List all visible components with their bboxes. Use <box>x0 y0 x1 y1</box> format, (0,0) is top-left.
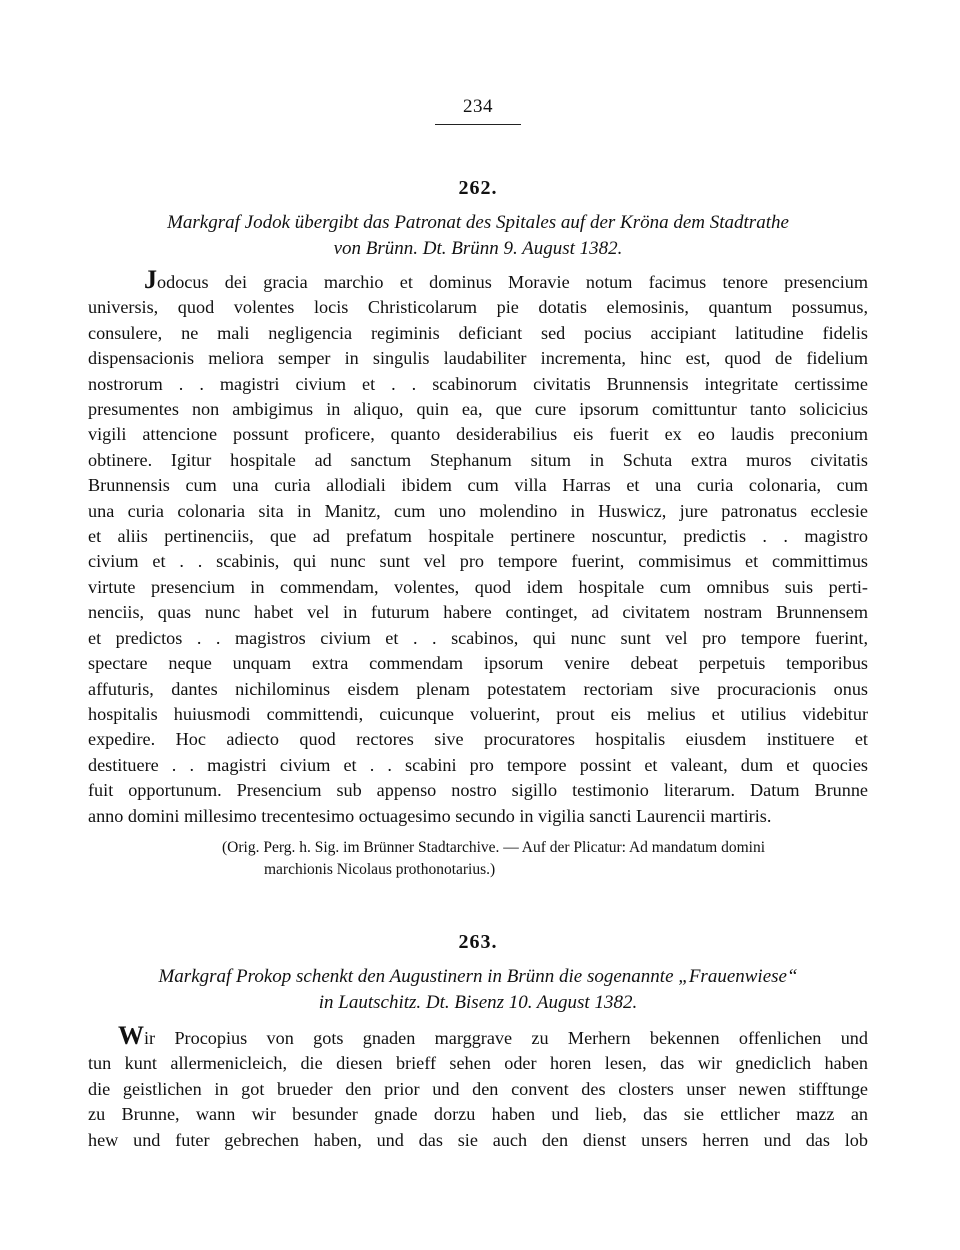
regest-line: von Brünn. Dt. Brünn 9. August 1382. <box>333 238 623 259</box>
body-line: presumentes non ambigimus in aliquo, quin ea, que cure ipsorum comittuntur tanto solicicius <box>88 399 868 420</box>
body-line: spectare neque unquam extra commendam ipsorum venire debeat perpetuis temporibus <box>88 653 868 674</box>
body-line: anno domini millesimo trecentesimo octuagesimo secundo in vigilia sancti Laurencii martiris. <box>88 805 772 826</box>
body-line: fuit opportunum. Presencium sub appenso nostro sigillo testimonio literarum. Datum Brunne <box>88 780 868 801</box>
body-line: nenciis, quas nunc habet vel in futurum habere continget, ad civitatem nostram Brunnensem <box>88 602 868 623</box>
document-body <box>88 1020 868 1153</box>
body-line: expedire. Hoc adiecto quod rectores sive procuratores hospitalis eiusdem instituere et <box>88 729 868 750</box>
initial-letter: J <box>144 265 157 294</box>
body-line: tun kunt allermenicleich, die diesen brieff sehen oder horen lesen, das wir gnediclich haben <box>88 1053 868 1074</box>
note-line: marchionis Nicolaus prothonotarius.) <box>264 860 496 878</box>
body-line: affuturis, dantes nichilominus eisdem plenam potestatem rectoriam sive procuracionis onus <box>88 678 868 699</box>
source-note <box>88 837 868 881</box>
body-line: vigili attencione possunt proficere, quanto desiderabilius eis fuerit ex eo laudis preconium <box>88 424 868 445</box>
body-line: nostrorum . . magistri civium et . . scabinorum civitatis Brunnensis integritate certissime <box>88 373 868 394</box>
document-262 <box>88 177 868 881</box>
document-number: 263. <box>458 930 498 953</box>
note-line: (Orig. Perg. h. Sig. im Brünner Stadtarchive. — Auf der Plicatur: Ad mandatum domini <box>222 838 765 856</box>
body-line: et aliis pertinenciis, que ad prefatum hospitale pertinere noscuntur, predictis . . magistro <box>88 526 868 547</box>
body-line <box>88 265 868 295</box>
body-line: virtute presencium in commendam, volentes, quod idem hospitale cum omnibus suis perti- <box>88 576 868 597</box>
body-line: Brunnensis cum una curia allodiali ibidem cum villa Harras et una curia colonaria, cum <box>88 475 868 496</box>
body-line: die geistlichen in got brueder den prior und den convent des closters unser newen stifftunge <box>88 1078 868 1099</box>
regest-line: Markgraf Prokop schenkt den Augustinern in Brünn die sogenannte „Frauenwiese“ <box>158 965 798 987</box>
document-body <box>88 265 868 829</box>
document-263 <box>88 931 868 1153</box>
header-rule <box>435 124 521 125</box>
body-line-text: ir Procopius von gots gnaden marggrave zu Merhern bekennen offenlichen und <box>144 1027 868 1048</box>
body-line: una curia colonaria sita in Manitz, cum uno molendino in Huswicz, jure patronatus ecclesie <box>88 500 868 521</box>
document-number: 262. <box>458 177 498 199</box>
body-line <box>88 1020 868 1051</box>
body-line: destituere . . magistri civium et . . scabini pro tempore possint et valeant, dum et quocies <box>88 754 868 775</box>
body-line: dispensacionis meliora semper in singulis laudabiliter incrementa, hinc est, quod de fidelium <box>88 348 868 369</box>
document-regest <box>88 210 868 262</box>
document-regest <box>88 964 868 1016</box>
body-line: obtinere. Igitur hospitale ad sanctum Stephanum situm in Schuta extra muros civitatis <box>88 449 868 470</box>
body-line: hospitalis huiusmodi committendi, cuicunque voluerint, prout eis melius et utilius videbitur <box>88 703 868 724</box>
body-line: consulere, ne mali negligencia regiminis deficiant sed pocius accipiant latitudine fidelis <box>88 322 868 343</box>
body-line-text: odocus dei gracia marchio et dominus Moravie notum facimus tenore presencium <box>157 272 868 292</box>
regest-line: in Lautschitz. Dt. Bisenz 10. August 1382. <box>318 991 638 1013</box>
body-line: civium et . . scabinis, qui nunc sunt vel pro tempore fuerint, commisimus et committimus <box>88 551 868 572</box>
regest-line: Markgraf Jodok übergibt das Patronat des Spitales auf der Kröna dem Stadtrathe <box>167 212 789 233</box>
body-line: hew und futer gebrechen haben, und das sie auch den dienst unsers herren und das lob <box>88 1129 868 1150</box>
body-line: universis, quod volentes locis Christicolarum pie dotatis elemosinis, quantum possumus, <box>88 297 868 318</box>
body-line: et predictos . . magistros civium et . . scabinos, qui nunc sunt vel pro tempore fuerint, <box>88 627 868 648</box>
page-number: 234 <box>463 96 493 117</box>
body-line: zu Brunne, wann wir besunder gnade dorzu haben und lieb, das sie ettlicher mazz an <box>88 1104 868 1125</box>
document-page <box>88 96 868 1153</box>
initial-letter: W <box>118 1020 144 1050</box>
